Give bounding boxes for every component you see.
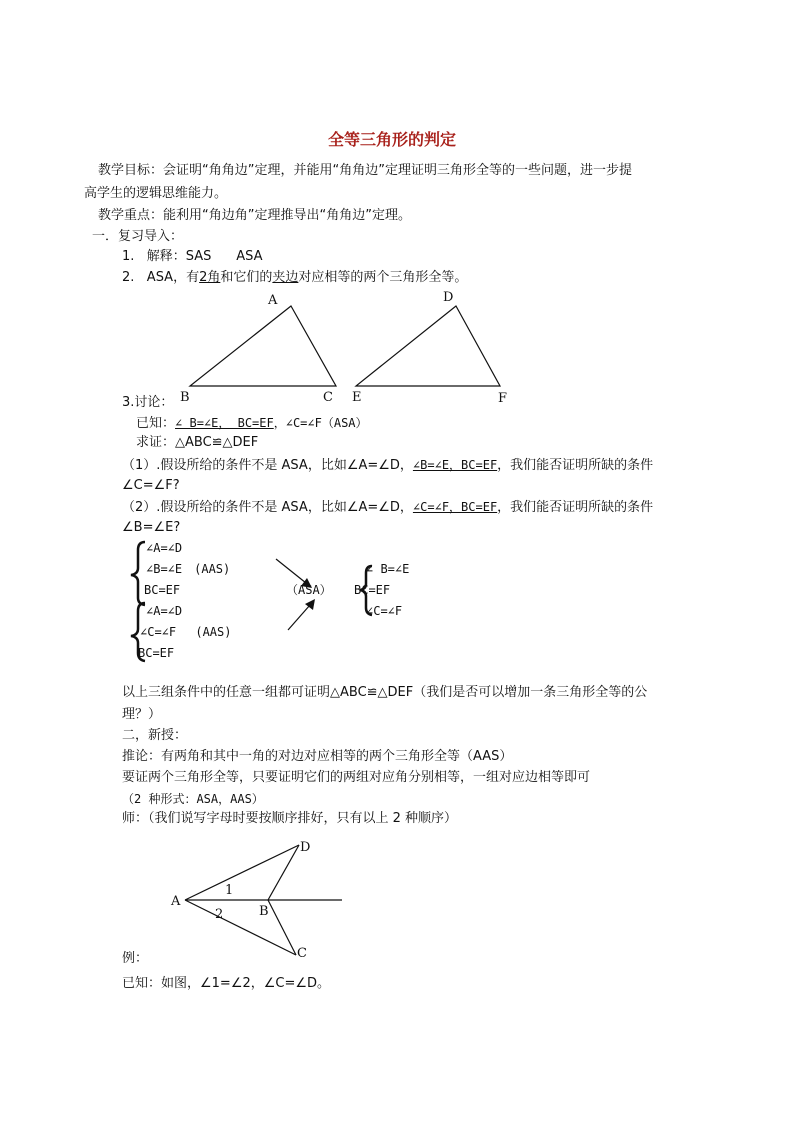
group-1-line-3: BC=EF bbox=[144, 583, 181, 597]
new-heading: 二，新授： bbox=[122, 728, 188, 743]
fig2-label-d: D bbox=[300, 840, 311, 855]
review-item-2-suffix: 对应相等的两个三角形全等。 bbox=[298, 270, 468, 285]
objective-line-2: 高学生的逻辑思维能力。 bbox=[84, 186, 228, 201]
summary-line-1: 以上三组条件中的任意一组都可证明△ABC≌△DEF（我们是否可以增加一条三角形全等的公 bbox=[122, 685, 648, 700]
question-1-conditions: ∠B=∠E，BC=EF bbox=[412, 458, 498, 472]
figure-2 bbox=[185, 845, 342, 955]
objective-line-1: 教学目标：会证明“角角边”定理，并能用“角角边”定理证明三角形全等的一些问题，进一步提 bbox=[98, 163, 632, 178]
group-3-line-2: BC=EF bbox=[354, 583, 391, 597]
center-asa: （ASA） bbox=[286, 583, 332, 597]
page-title: 全等三角形的判定 bbox=[328, 130, 457, 149]
fig2-angle-1: 1 bbox=[225, 883, 234, 898]
group-3-line-3: ∠C=∠F bbox=[366, 604, 403, 618]
question-2-line-2: ∠B=∠E? bbox=[122, 520, 181, 535]
summary-line-2: 理？） bbox=[122, 707, 162, 722]
label-d: D bbox=[443, 290, 454, 305]
label-b: B bbox=[180, 390, 190, 405]
given-line bbox=[136, 414, 368, 433]
brace-group-1 bbox=[131, 542, 145, 605]
group-1-line-1: ∠A=∠D bbox=[146, 541, 183, 555]
fig2-label-a: A bbox=[171, 894, 181, 909]
question-2-suffix: ，我们能否证明所缺的条件 bbox=[497, 500, 654, 515]
question-2-conditions: ∠C=∠F，BC=EF bbox=[412, 500, 498, 514]
key-point: 教学重点：能利用“角边角”定理推导出“角角边”定理。 bbox=[98, 208, 411, 223]
question-1-line-2: ∠C=∠F? bbox=[122, 478, 180, 493]
question-2-prefix: （2）.假设所给的条件不是 ASA，比如∠A=∠D， bbox=[122, 500, 413, 515]
group-2-line-1: ∠A=∠D bbox=[146, 604, 183, 618]
question-1-suffix: ，我们能否证明所缺的条件 bbox=[497, 458, 654, 473]
forms: （2 种形式：ASA，AAS） bbox=[122, 792, 264, 806]
group-3-line-1: ∠ B=∠E bbox=[366, 562, 410, 576]
triangle-def bbox=[356, 306, 500, 386]
question-2 bbox=[122, 498, 653, 517]
example-given: 已知：如图，∠1=∠2，∠C=∠D。 bbox=[122, 976, 331, 991]
inference: 推论：有两角和其中一角的对边对应相等的两个三角形全等（AAS） bbox=[122, 749, 513, 764]
given-suffix: ，∠C=∠F（ASA） bbox=[273, 416, 368, 430]
review-item-2-mid: 和它们的 bbox=[220, 270, 273, 285]
fig2-label-c: C bbox=[297, 946, 307, 961]
review-item-2-side: 夹边 bbox=[272, 270, 299, 285]
group-2-line-2: ∠C=∠F (AAS) bbox=[140, 625, 232, 639]
discussion-heading: 3.讨论： bbox=[122, 395, 174, 410]
label-a: A bbox=[268, 293, 278, 308]
question-1 bbox=[122, 456, 653, 475]
group-1-line-2: ∠B=∠E (AAS) bbox=[146, 562, 231, 576]
example-heading: 例： bbox=[122, 951, 149, 966]
given-conditions: ∠ B=∠E， BC=EF bbox=[175, 416, 274, 430]
triangle-abc bbox=[190, 306, 336, 386]
group-2-line-3: BC=EF bbox=[138, 646, 175, 660]
label-f: F bbox=[498, 391, 508, 406]
review-item-2-angles: 2角 bbox=[199, 270, 221, 285]
review-item-2-prefix: 2. ASA，有 bbox=[122, 270, 200, 285]
given-prefix: 已知： bbox=[136, 416, 176, 431]
label-e: E bbox=[352, 390, 362, 405]
label-c: C bbox=[323, 390, 333, 405]
review-heading: 一．复习导入： bbox=[92, 229, 184, 244]
fig2-angle-2: 2 bbox=[215, 907, 224, 922]
arrow-from-group-2 bbox=[288, 599, 315, 630]
review-item-1: 1. 解释：SAS ASA bbox=[122, 249, 263, 264]
explanation: 要证两个三角形全等，只要证明它们的两组对应角分别相等，一组对应边相等即可 bbox=[122, 770, 591, 785]
prove-line: 求证：△ABC≌△DEF bbox=[136, 435, 259, 450]
teacher-note: 师：（我们说写字母时要按顺序排好，只有以上 2 种顺序） bbox=[122, 811, 458, 826]
question-1-prefix: （1）.假设所给的条件不是 ASA，比如∠A=∠D， bbox=[122, 458, 413, 473]
fig2-label-b: B bbox=[259, 904, 269, 919]
